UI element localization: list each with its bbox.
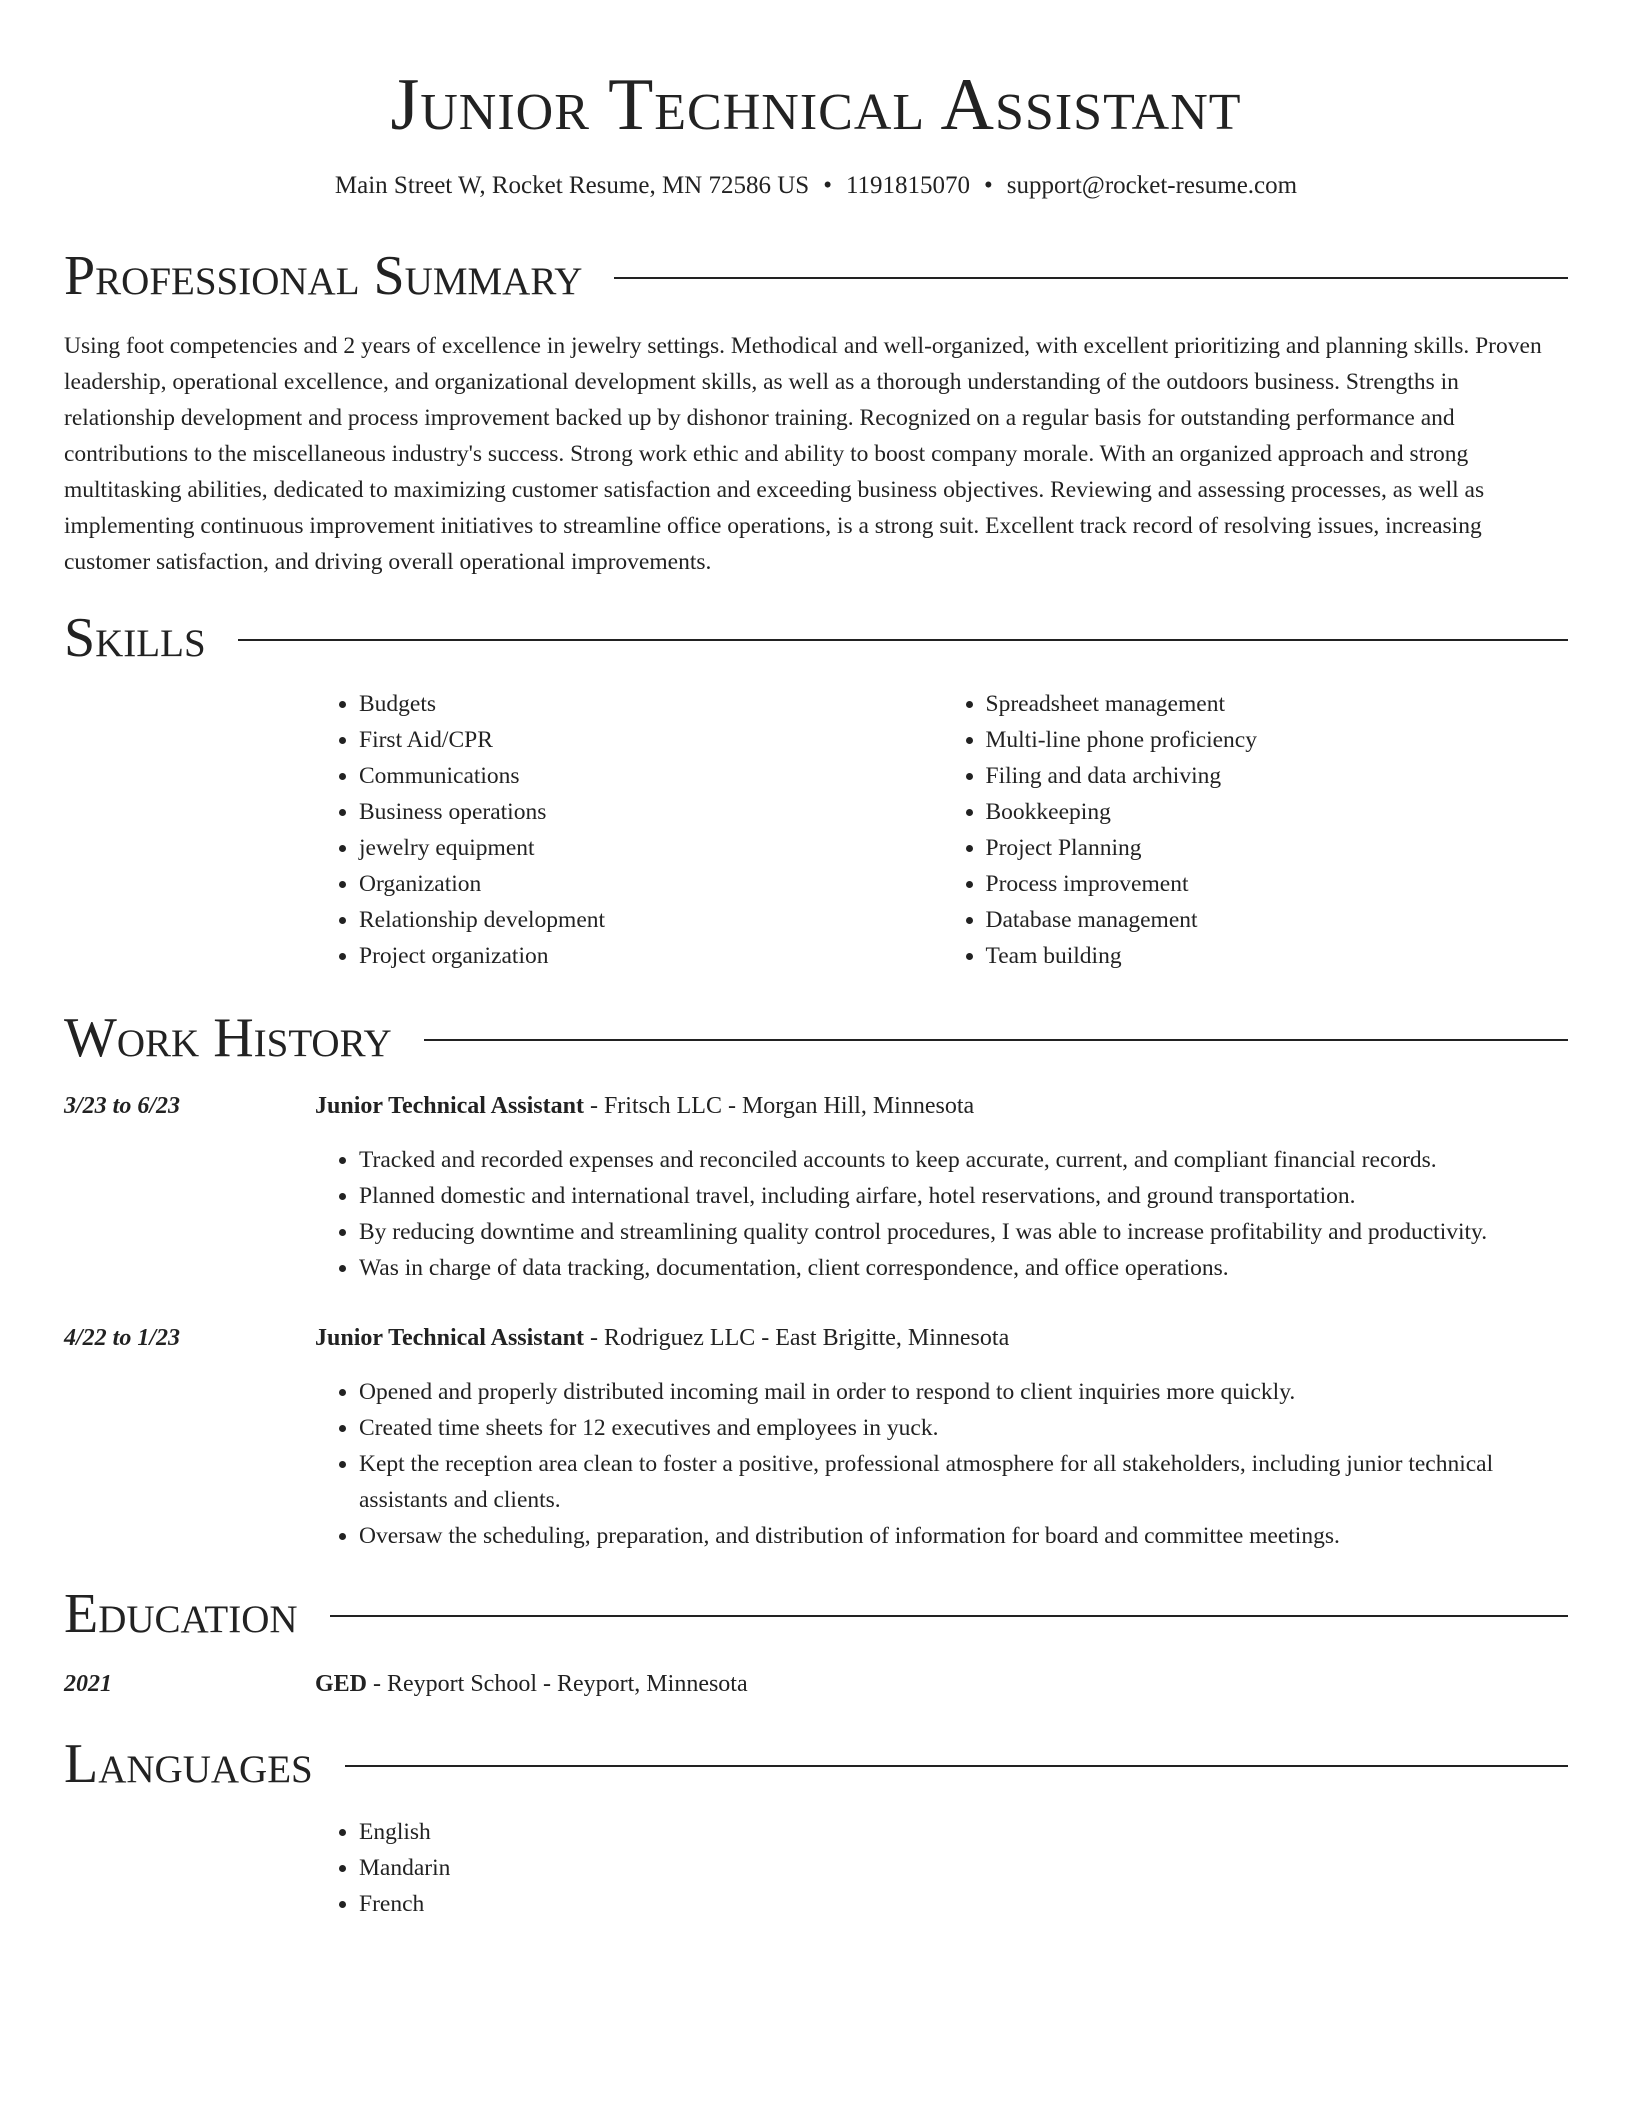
skill-item: • Team building (986, 938, 1569, 974)
job-header (64, 1320, 1568, 1356)
education-section-title: Education (64, 1583, 298, 1645)
section-divider (330, 1615, 1568, 1617)
job-entry (64, 1320, 1568, 1554)
skill-item: • Filing and data archiving (986, 758, 1569, 794)
skills-section-header (64, 606, 1568, 670)
contact-address: Main Street W, Rocket Resume, MN 72586 US (334, 172, 810, 199)
summary-text: Using foot competencies and 2 years of excellence in jewelry settings. Methodical and well-organized, with excellent prioritizing and planning skills. Proven leadership, operational excellence, and organizational development skills, as well as a thorough understanding of the outdoors business. Strengths in relationship development and process improvement backed up by dishonor training. Recognized on a regular basis for outstanding performance and contributions to the miscellaneous industry's success. Strong work ethic and ability to boost company morale. With an organized approach and strong multitasking abilities, dedicated to maximizing customer satisfaction and exceeding business objectives. Reviewing and assessing processes, as well as implementing continuous improvement initiatives to streamline office operations, is a strong suit. Excellent track record of resolving issues, increasing customer satisfaction, and driving overall operational improvements. (64, 333, 1542, 575)
skill-item: • Bookkeeping (986, 794, 1569, 830)
education-year: 2021 (64, 1671, 112, 1697)
job-entry (64, 1088, 1568, 1286)
resume-page (64, 0, 1568, 1922)
language-item: • French (359, 1886, 1568, 1922)
job-dates: 3/23 to 6/23 (64, 1093, 181, 1119)
job-bullet: • Kept the reception area clean to foster a positive, professional atmosphere for all stakeholders, including junior technical assistants and clients. (359, 1446, 1568, 1518)
education-section-header (64, 1582, 1568, 1646)
job-details: - Rodriguez LLC - East Brigitte, Minnesota (583, 1325, 1010, 1351)
job-dates: 4/22 to 1/23 (64, 1325, 181, 1351)
skill-item: • Organization (359, 866, 942, 902)
job-bullet: • Oversaw the scheduling, preparation, and distribution of information for board and committee meetings. (359, 1518, 1568, 1554)
job-details: - Fritsch LLC - Morgan Hill, Minnesota (583, 1093, 975, 1119)
skill-item: • First Aid/CPR (359, 722, 942, 758)
job-bullet: • By reducing downtime and streamlining quality control procedures, I was able to increase profitability and productivity. (359, 1214, 1568, 1250)
work-section-header (64, 1006, 1568, 1070)
contact-separator: • (984, 172, 993, 199)
section-divider (424, 1039, 1568, 1041)
contact-phone: 1191815070 (845, 172, 971, 199)
job-bullet: • Opened and properly distributed incoming mail in order to respond to client inquiries more quickly. (359, 1374, 1568, 1410)
skill-item: • Relationship development (359, 902, 942, 938)
skill-item: • Business operations (359, 794, 942, 830)
job-bullets (315, 1374, 1568, 1554)
education-heading (315, 1666, 748, 1702)
section-divider (238, 639, 1568, 641)
languages-section-title: Languages (64, 1733, 313, 1795)
job-bullet: • Tracked and recorded expenses and reconciled accounts to keep accurate, current, and compliant financial records. (359, 1142, 1568, 1178)
job-title: Junior Technical Assistant (315, 1325, 584, 1351)
skill-item: • Spreadsheet management (986, 686, 1569, 722)
resume-name: Junior Technical Assistant (390, 64, 1242, 146)
skill-item: • Budgets (359, 686, 942, 722)
skill-item: • Communications (359, 758, 942, 794)
job-bullet: • Was in charge of data tracking, documentation, client correspondence, and office operations. (359, 1250, 1568, 1286)
job-bullets (315, 1142, 1568, 1286)
section-divider (345, 1765, 1568, 1767)
skills-column-right (942, 686, 1569, 974)
job-heading (315, 1088, 974, 1124)
job-bullet: • Planned domestic and international travel, including airfare, hotel reservations, and ground transportation. (359, 1178, 1568, 1214)
job-heading (315, 1320, 1009, 1356)
contact-email: support@rocket-resume.com (1006, 172, 1298, 199)
skill-item: • Project Planning (986, 830, 1569, 866)
job-header (64, 1088, 1568, 1124)
summary-section-title: Professional Summary (64, 245, 583, 307)
work-section-title: Work History (64, 1007, 392, 1069)
languages-section-header (64, 1732, 1568, 1796)
summary-section-header (64, 244, 1568, 308)
skill-item: • Multi-line phone proficiency (986, 722, 1569, 758)
contact-line (64, 170, 1568, 202)
education-details: - Reyport School - Reyport, Minnesota (367, 1671, 748, 1697)
job-bullet: • Created time sheets for 12 executives and employees in yuck. (359, 1410, 1568, 1446)
skill-item: • Project organization (359, 938, 942, 974)
education-entry (64, 1666, 1568, 1702)
skills-column-left (315, 686, 942, 974)
language-item: • Mandarin (359, 1850, 1568, 1886)
contact-separator: • (823, 172, 832, 199)
skill-item: • Process improvement (986, 866, 1569, 902)
skill-item: • jewelry equipment (359, 830, 942, 866)
languages-list (315, 1814, 1568, 1922)
skill-item: • Database management (986, 902, 1569, 938)
job-title: Junior Technical Assistant (315, 1093, 584, 1119)
education-degree: GED (315, 1671, 368, 1697)
skills-section-title: Skills (64, 607, 206, 669)
skills-list (315, 686, 1568, 974)
section-divider (614, 277, 1568, 279)
language-item: • English (359, 1814, 1568, 1850)
